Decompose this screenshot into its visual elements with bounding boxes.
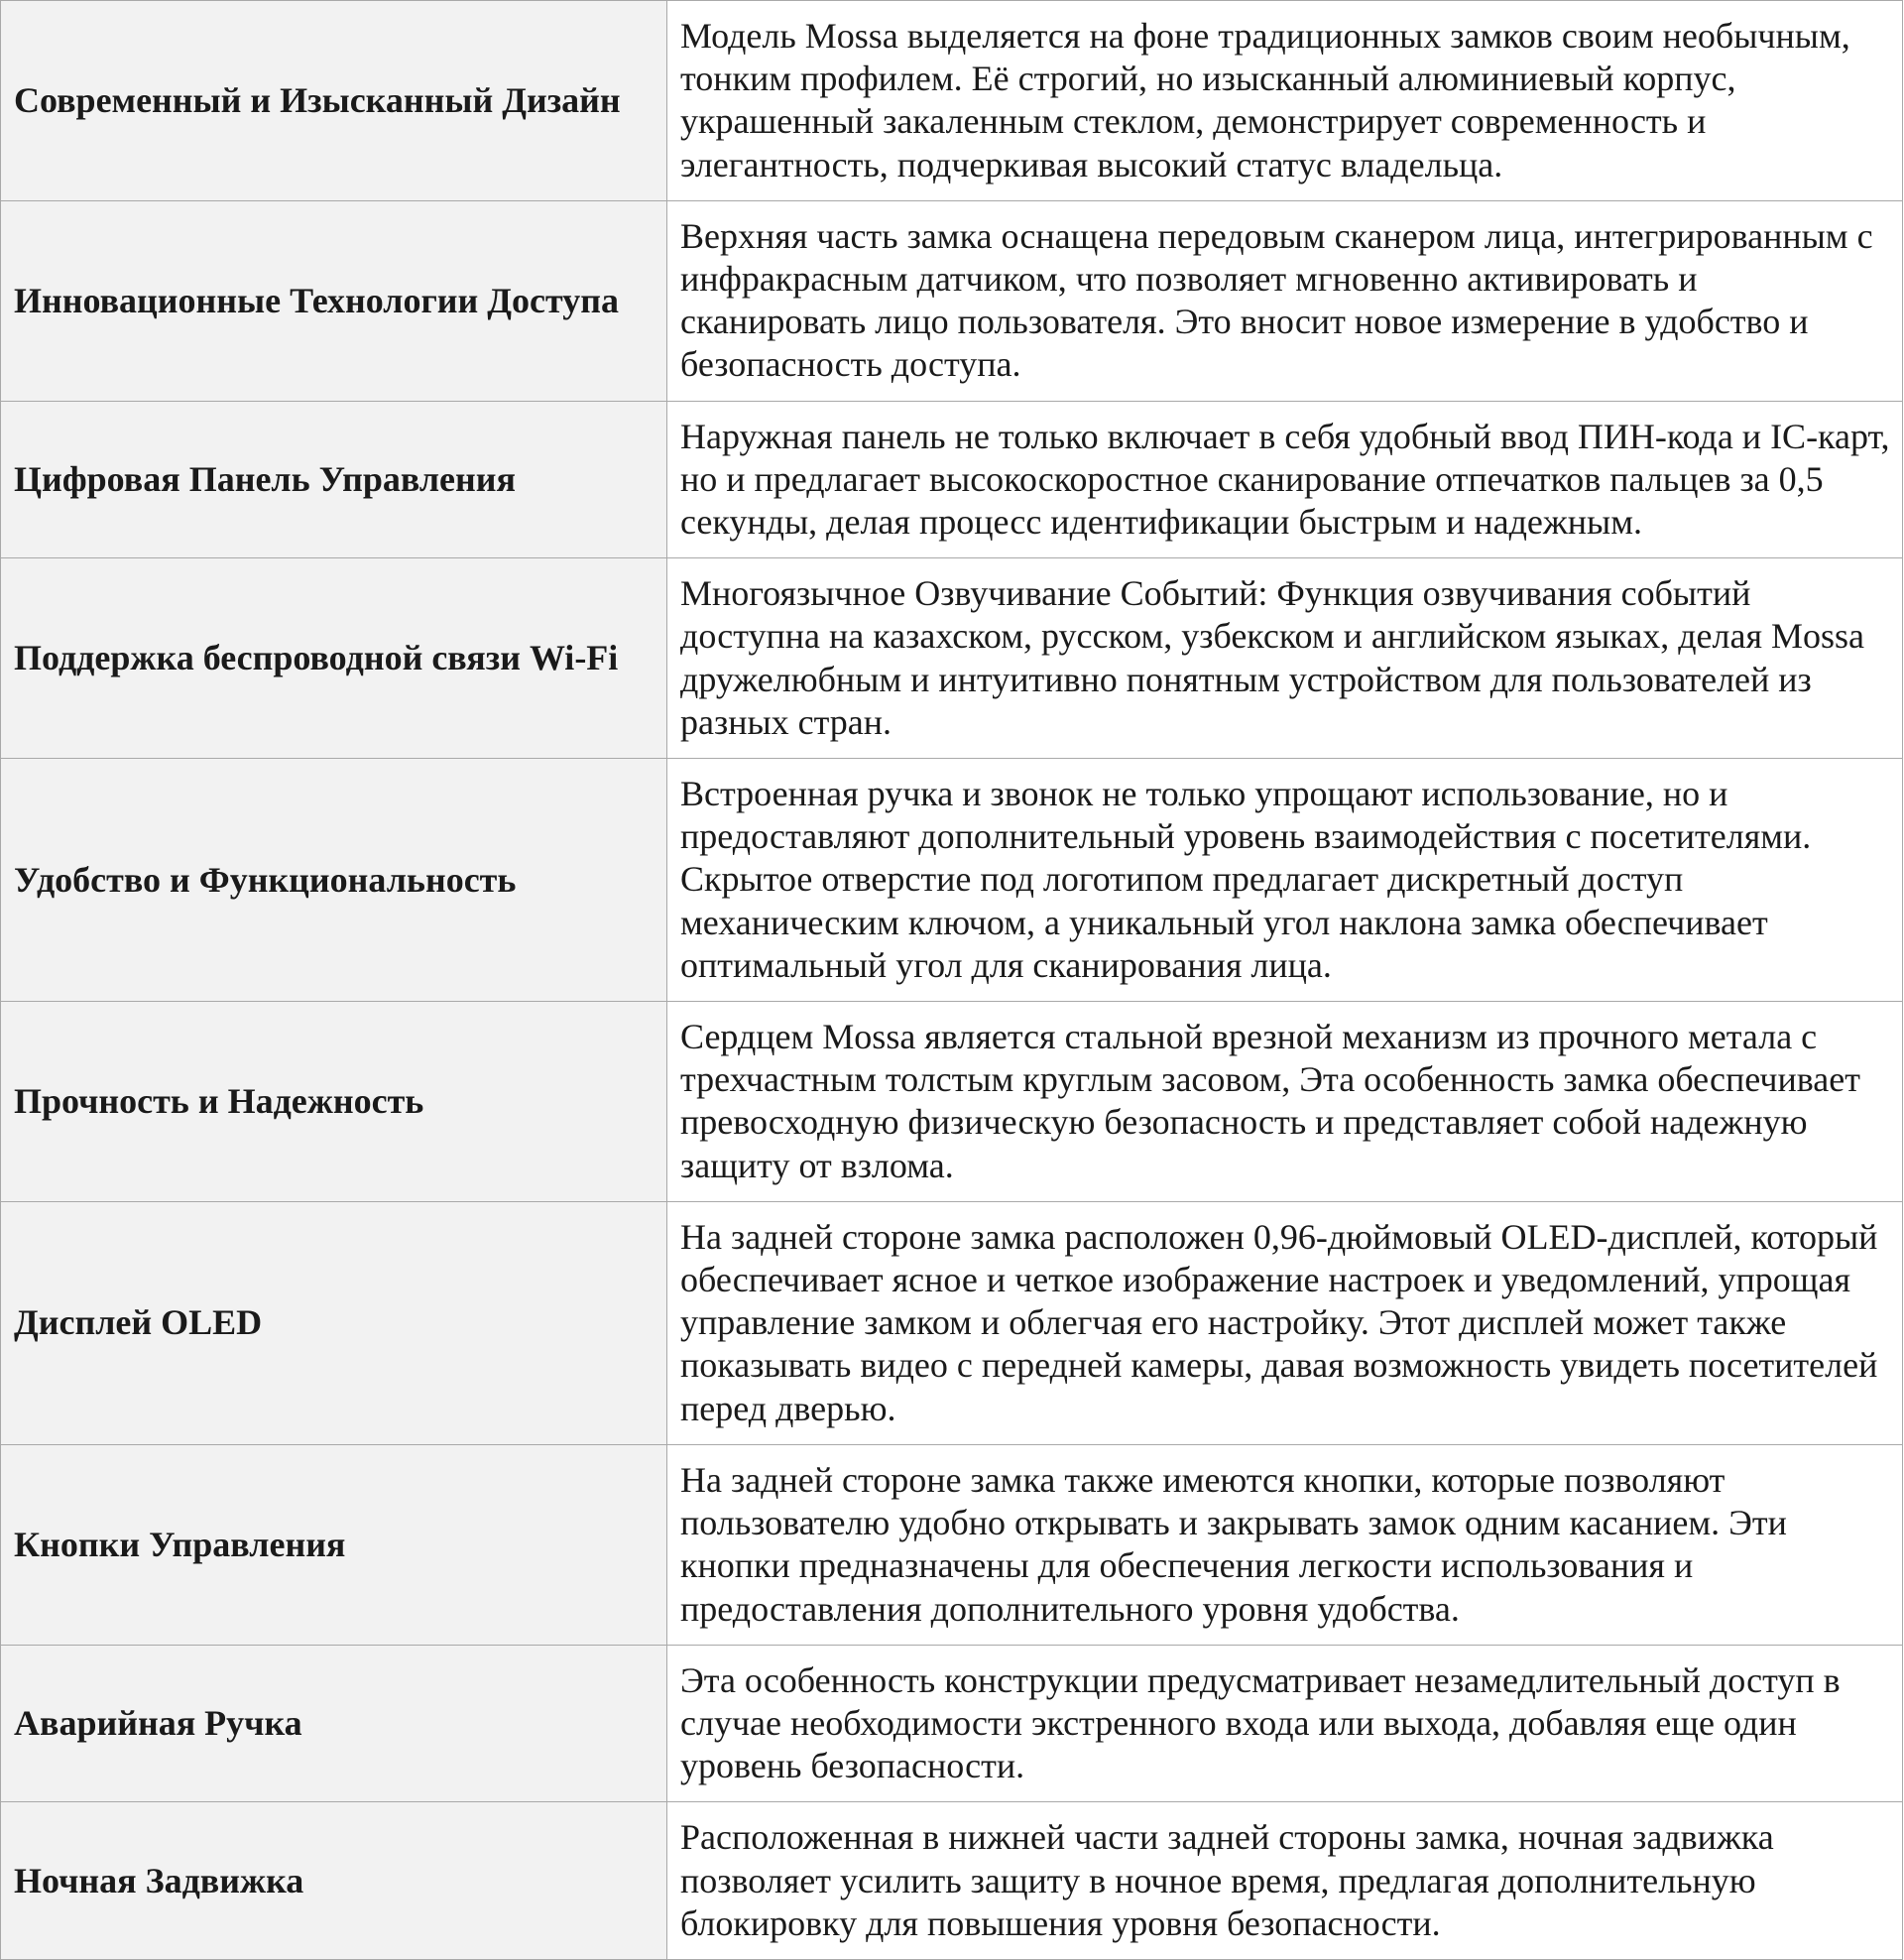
table-row xyxy=(1,200,1903,401)
feature-description: Сердцем Mossa является стальной врезной механизм из прочного метала с трехчастным толстым круглым засовом, Эта особенность замка обеспечивает превосходную физическую безопасность и представляет собой надежную защиту от взлома. xyxy=(667,1002,1903,1202)
feature-description: Расположенная в нижней части задней стороны замка, ночная задвижка позволяет усилить защиту в ночное время, предлагая дополнительную блокировку для повышения уровня безопасности. xyxy=(667,1802,1903,1960)
feature-name: Современный и Изысканный Дизайн xyxy=(1,1,667,201)
feature-description: Наружная панель не только включает в себя удобный ввод ПИН-кода и IC-карт, но и предлагает высокоскоростное сканирование отпечатков пальцев за 0,5 секунды, делая процесс идентификации быстрым и надежным. xyxy=(667,401,1903,558)
feature-name: Инновационные Технологии Доступа xyxy=(1,200,667,401)
feature-description: На задней стороне замка расположен 0,96-дюймовый OLED-дисплей, который обеспечивает ясное и четкое изображение настроек и уведомлений, упрощая управление замком и облегчая его настройку. Этот дисплей может также показывать видео с передней камеры, давая возможность увидеть посетителей перед дверью. xyxy=(667,1201,1903,1444)
table-row xyxy=(1,401,1903,558)
feature-description: Эта особенность конструкции предусматривает незамедлительный доступ в случае необходимости экстренного входа или выхода, добавляя еще один уровень безопасности. xyxy=(667,1645,1903,1802)
feature-name: Поддержка беспроводной связи Wi-Fi xyxy=(1,558,667,759)
feature-name: Аварийная Ручка xyxy=(1,1645,667,1802)
table-row xyxy=(1,759,1903,1002)
feature-name: Прочность и Надежность xyxy=(1,1002,667,1202)
table-row xyxy=(1,1444,1903,1645)
feature-name: Ночная Задвижка xyxy=(1,1802,667,1960)
table-row xyxy=(1,1002,1903,1202)
table-row xyxy=(1,1201,1903,1444)
table-row xyxy=(1,1645,1903,1802)
feature-description: Верхняя часть замка оснащена передовым сканером лица, интегрированным с инфракрасным датчиком, что позволяет мгновенно активировать и сканировать лицо пользователя. Это вносит новое измерение в удобство и безопасность доступа. xyxy=(667,200,1903,401)
feature-name: Дисплей OLED xyxy=(1,1201,667,1444)
feature-name: Цифровая Панель Управления xyxy=(1,401,667,558)
feature-description: Модель Mossa выделяется на фоне традиционных замков своим необычным, тонким профилем. Её строгий, но изысканный алюминиевый корпус, украшенный закаленным стеклом, демонстрирует современность и элегантность, подчеркивая высокий статус владельца. xyxy=(667,1,1903,201)
table-row xyxy=(1,1802,1903,1960)
feature-name: Удобство и Функциональность xyxy=(1,759,667,1002)
feature-description: Встроенная ручка и звонок не только упрощают использование, но и предоставляют дополнительный уровень взаимодействия с посетителями. Скрытое отверстие под логотипом предлагает дискретный доступ механическим ключом, а уникальный угол наклона замка обеспечивает оптимальный угол для сканирования лица. xyxy=(667,759,1903,1002)
feature-name: Кнопки Управления xyxy=(1,1444,667,1645)
feature-description: Многоязычное Озвучивание Событий: Функция озвучивания событий доступна на казахском, русском, узбекском и английском языках, делая Mossa дружелюбным и интуитивно понятным устройством для пользователей из разных стран. xyxy=(667,558,1903,759)
table-row xyxy=(1,1,1903,201)
feature-description: На задней стороне замка также имеются кнопки, которые позволяют пользователю удобно открывать и закрывать замок одним касанием. Эти кнопки предназначены для обеспечения легкости использования и предоставления дополнительного уровня удобства. xyxy=(667,1444,1903,1645)
table-row xyxy=(1,558,1903,759)
